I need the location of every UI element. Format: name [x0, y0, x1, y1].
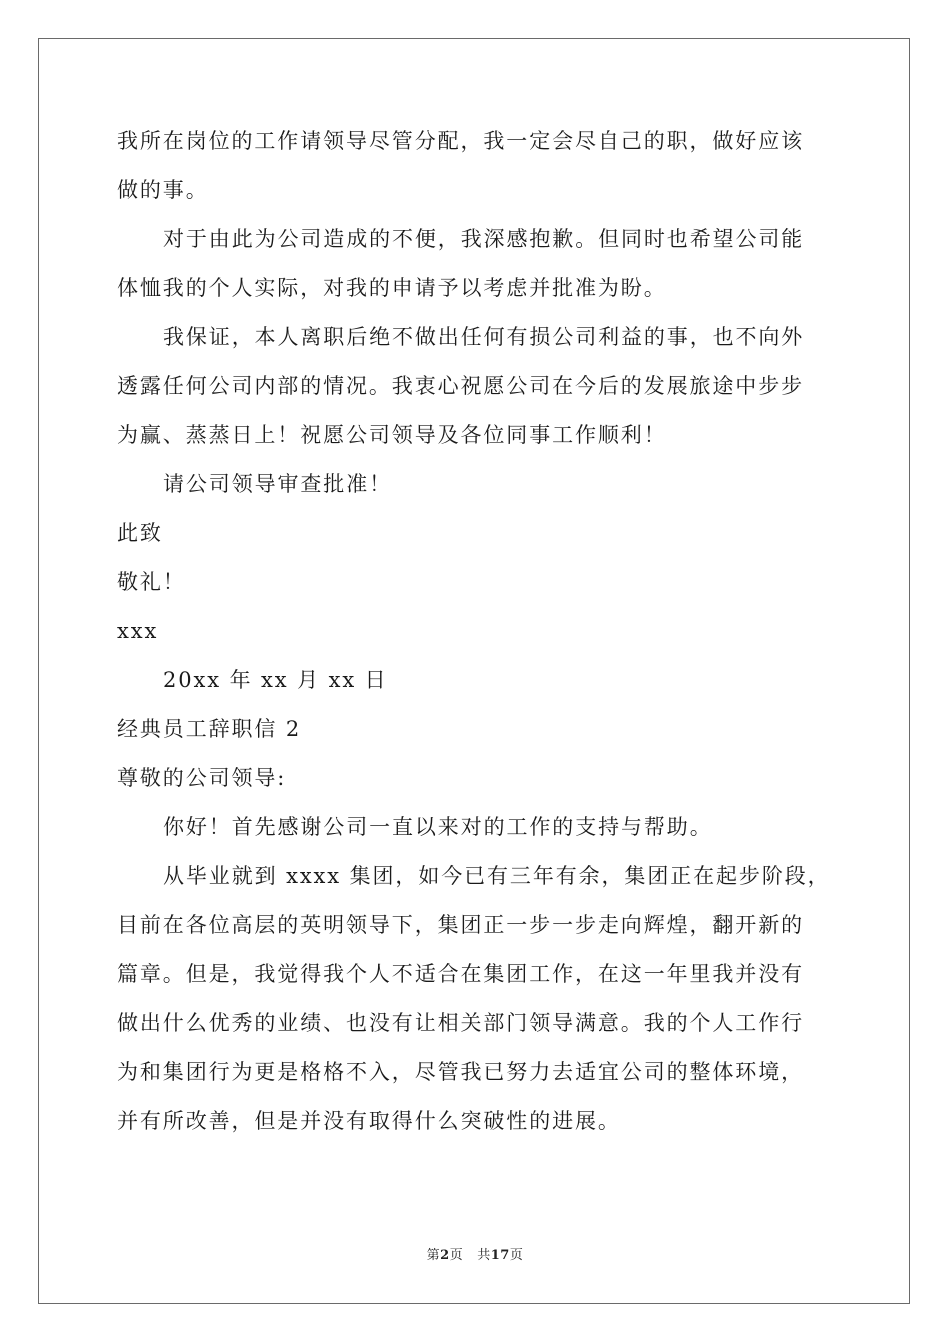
paragraph-line: 为和集团行为更是格格不入，尽管我已努力去适宜公司的整体环境， [117, 1060, 804, 1084]
page-prefix: 第 [426, 1248, 441, 1263]
total-suffix: 页 [509, 1248, 524, 1263]
paragraph-line: 体恤我的个人实际，对我的申请予以考虑并批准为盼。 [117, 276, 667, 300]
paragraph-line: 做出什么优秀的业绩、也没有让相关部门领导满意。我的个人工作行 [117, 1011, 804, 1035]
paragraph-line: 我保证，本人离职后绝不做出任何有损公司利益的事，也不向外 [163, 325, 805, 349]
total-page-number: 17 [490, 1248, 510, 1263]
paragraph-line: 透露任何公司内部的情况。我衷心祝愿公司在今后的发展旅途中步步 [117, 374, 804, 398]
paragraph-line: 请公司领导审查批准！ [163, 472, 392, 496]
paragraph-line: 篇章。但是，我觉得我个人不适合在集团工作，在这一年里我并没有 [117, 962, 804, 986]
paragraph-line: 你好！首先感谢公司一直以来对的工作的支持与帮助。 [163, 815, 713, 839]
paragraph-line: 并有所改善，但是并没有取得什么突破性的进展。 [117, 1109, 621, 1133]
signature-name: xxx [117, 619, 159, 643]
closing-line: 此致 [117, 521, 163, 545]
paragraph-line: 做的事。 [117, 178, 209, 202]
paragraph-line: 从毕业就到 xxxx 集团，如今已有三年有余，集团正在起步阶段， [163, 864, 831, 888]
closing-line: 敬礼！ [117, 570, 186, 594]
signature-date: 20xx 年 xx 月 xx 日 [163, 668, 388, 692]
paragraph-line: 为赢、蒸蒸日上！祝愿公司领导及各位同事工作顺利！ [117, 423, 667, 447]
page-suffix: 页 [449, 1248, 464, 1263]
paragraph-line: 我所在岗位的工作请领导尽管分配，我一定会尽自己的职，做好应该 [117, 129, 804, 153]
paragraph-line: 对于由此为公司造成的不便，我深感抱歉。但同时也希望公司能 [163, 227, 805, 251]
salutation: 尊敬的公司领导: [117, 766, 287, 790]
total-prefix: 共 [477, 1248, 491, 1263]
section-title: 经典员工辞职信 2 [117, 717, 302, 741]
current-page-number: 2 [440, 1248, 450, 1263]
page-footer [0, 1244, 950, 1263]
paragraph-line: 目前在各位高层的英明领导下，集团正一步一步走向辉煌，翻开新的 [117, 913, 804, 937]
